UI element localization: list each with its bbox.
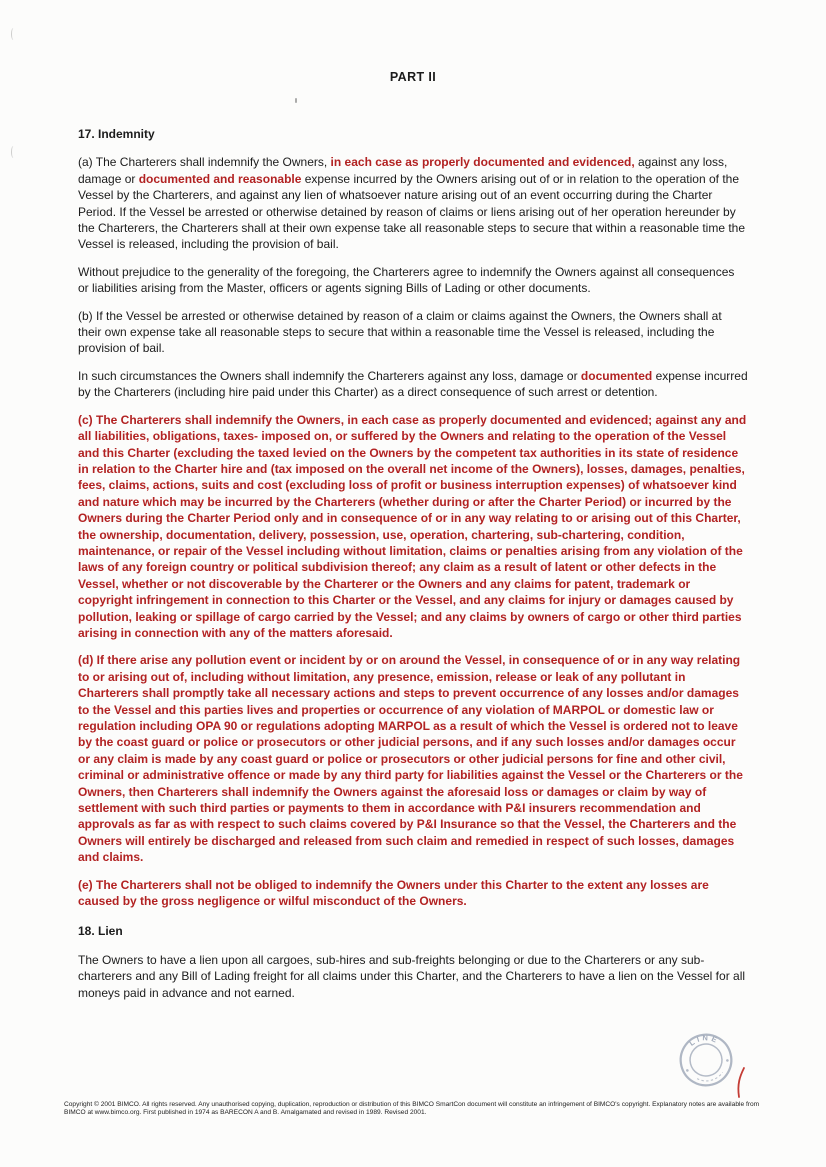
text-segment: The Owners to have a lien upon all cargoes, sub-hires and sub-freights belonging or due to the Charterers or any sub-charterers and any Bill of Lading freight for all claims under this Charter, and the Charterers to have a lien on the Vessel for all moneys paid in advance and not earned. [78,952,746,1000]
scan-artifact [11,146,18,158]
section-heading: 17. Indemnity [78,127,155,141]
text-segment: expense incurred by the Owners arising out of or in relation to the operation of the Vessel by the Charterers, and against any lien of whatsoever nature arising out of an event occurring during the Charter Period. If the Vessel be arrested or otherwise detained by reason of claims or liens arising out of her operation hereunder by the Charterers, the Charterers shall at their own expense take all reasonable steps to secure that within a reasonable time the Vessel is released, including the provision of bail. [78,171,746,252]
document-body [78,112,748,1012]
text-segment: Without prejudice to the generality of the foregoing, the Charterers agree to indemnify the Owners against all consequences or liabilities arising from the Master, officers or agents signing Bills of Lading or other documents. [78,264,735,296]
red-text-segment: (c) The Charterers shall indemnify the Owners, in each case as properly documented and evidenced; against any and all liabilities, obligations, taxes- imposed on, or suffered by the Owners and relating to the operation of the Vessel and this Charter (excluding the taxed levied on the Owners by the competent tax authorities in its state of residence in relation to the Charter hire and (tax imposed on the overall net income of the Owners), losses, damages, penalties, fees, claims, actions, suits and cost (excluding loss of profit or business interruption expenses) of whatsoever kind and nature which may be incurred by the Charterers (whether during or after the Charter Period) or incurred by the Owners during the Charter Period only and in consequence of or in any way relating to or arising out of this Charter, the ownership, documentation, delivery, possession, use, operation, chartering, sub-chartering, condition, maintenance, or repair of the Vessel including without limitation, claims or penalties arising from any violation of the laws of any foreign country or political subdivision thereof; any claim as a result of latent or other defects in the Vessel, whether or not discoverable by the Charterer or the Owners and any claims for patent, trademark or copyright infringement in connection to this Charter or the Vessel, and any claims for injury or damages caused by pollution, leaking or spillage of cargo carried by the Vessel; and any claims by owners of cargo or other third parties arising in connection with any of the matters aforesaid. [78,412,747,640]
red-text-segment: documented [580,368,653,383]
page-title: PART II [389,70,437,84]
text-segment: In such circumstances the Owners shall indemnify the Charterers against any loss, damage or [78,368,581,383]
paragraph [78,368,748,401]
paragraph [78,877,748,910]
red-tick-mark [734,1066,748,1100]
paragraph [78,154,748,252]
paragraph [78,952,748,1001]
stamp-arc-text: LINE [687,1033,721,1048]
paragraph [78,308,748,357]
section-heading: 18. Lien [78,924,123,939]
text-segment: (b) If the Vessel be arrested or otherwise detained by reason of a claim or claims against the Owners, the Owners shall at their own expense take all reasonable steps to secure that within a reasonable time the Vessel is released, including the provision of bail. [78,308,722,356]
red-text-segment: (d) If there arise any pollution event or incident by or on around the Vessel, in consequence of or in any way relating to or arising out of, including without limitation, any presence, emission, release or leak of any pollutant in Charterers shall promptly take all necessary actions and steps to prevent occurrence of any losses and/or damages to the Vessel and this parties lives and properties or occurrence of any violation of MARPOL or domestic law or regulation including OPA 90 or regulations adopting MARPOL as a result of which the Vessel is ordered not to leave by the coast guard or police or prosecutors or other judicial persons, and if any such losses and/or damages occur or any claim is made by any coast guard or police or prosecutors or other judicial persons for fine and other civil, criminal or administrative offence or made by any third party for liabilities against the Vessel or the Charterers or the Owners, then Charterers shall indemnify the Owners against the aforesaid loss or damages or claim by way of settlement with such third parties or payments to them in accordance with P&I insurers recommendation and approvals as far as with respect to such claims covered by P&I Insurance so that the Vessel, the Charterers and the Owners will entirely be discharged and released from such claim and remedied in respect of such losses, damages and claims. [78,653,743,865]
text-segment: expense incurred by the Charterers (including hire paid under this Charter) as a direct consequence of such arrest or detention. [78,368,748,400]
scan-speck [295,98,297,103]
text-segment: against any loss, damage or [78,155,728,186]
copyright-footer: Copyright © 2001 BIMCO. All rights reserved. Any unauthorised copying, duplication, reproduction or distribution of this BIMCO SmartCon document will constitute an infringement of BIMCO's copyright. Explanatory notes are available from BIMCO at www.bimco.org. First published in 1974 as BARECON A and B. Amalgamated and revised in 1989. Revised 2001. [64,1101,760,1117]
red-text-segment: in each case as properly documented and evidenced, [330,155,635,170]
red-text-segment: documented and reasonable [138,171,302,186]
circular-stamp [670,1024,743,1097]
paragraph [78,264,748,297]
paragraph [78,412,748,642]
paragraph [78,652,748,865]
red-text-segment: (e) The Charterers shall not be obliged to indemnify the Owners under this Charter to the extent any losses are caused by the gross negligence or wilful misconduct of the Owners. [78,877,709,909]
scan-artifact [11,28,18,40]
text-segment: (a) The Charterers shall indemnify the Owners, [78,155,331,170]
